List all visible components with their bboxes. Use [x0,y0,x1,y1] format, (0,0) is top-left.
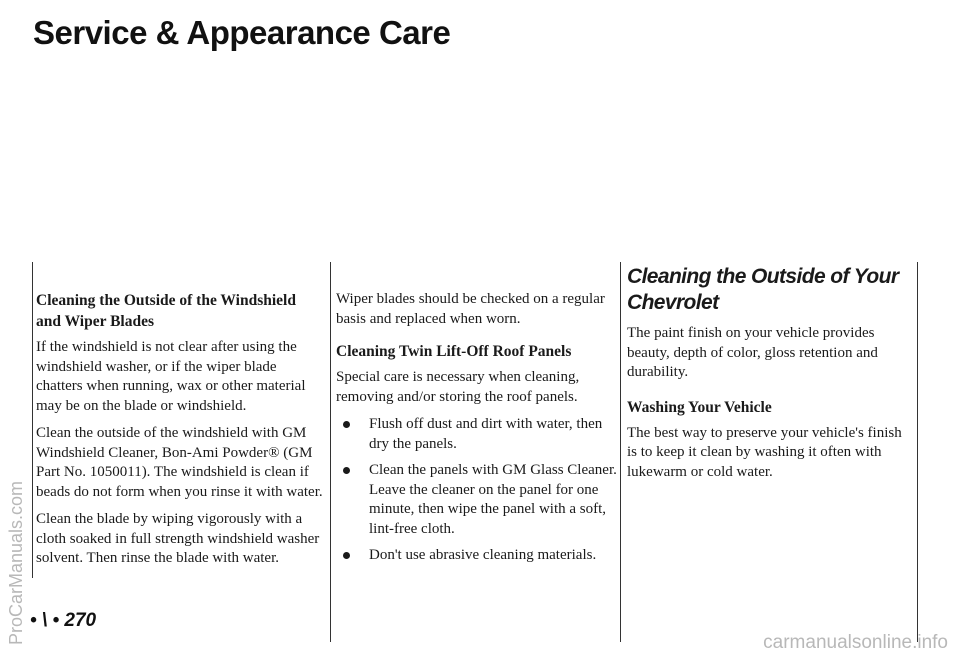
column-rule-2 [620,262,621,642]
page-number-value: 270 [64,610,97,631]
column-rule-1 [330,262,331,642]
list-item [336,415,618,454]
bullet-icon [343,552,350,559]
column-rule-3 [917,262,918,642]
list-item-text: Clean the panels with GM Glass Cleaner. Leave the cleaner on the panel for one minute, then wipe the panel with a soft, lint-free cloth. [369,462,617,537]
subheading-washing: Washing Your Vehicle [627,398,772,416]
paragraph: The paint finish on your vehicle provides beauty, depth of color, gloss retention and durability. [627,325,878,380]
paragraph: Clean the blade by wiping vigorously with a cloth soaked in full strength windshield washer solvent. Then rinse the blade with water. [36,511,320,566]
column-exterior-cleaning [627,258,911,490]
watermark-vertical-text: ProCarManuals.com [6,480,26,645]
list-item [336,461,618,539]
paragraph: The best way to preserve your vehicle's finish is to keep it clean by washing it often with lukewarm or cold water. [627,424,902,480]
section-heading-roof-panels: Cleaning Twin Lift-Off Roof Panels [336,343,572,360]
list-item-text: Flush off dust and dirt with water, then dry the panels. [369,416,603,452]
list-item [336,546,618,566]
paragraph: Clean the outside of the windshield with GM Windshield Cleaner, Bon-Ami Powder® (GM Part No. 1050011). The windshield is clean if beads do not form when you rinse it with water. [36,425,323,500]
paragraph: Special care is necessary when cleaning, removing and/or storing the roof panels. [336,369,580,405]
page-title: Service & Appearance Care [33,14,451,51]
column-roof-panels [336,258,618,573]
bullet-icon [343,421,350,428]
page-number [30,610,96,632]
bullet-icon [343,467,350,474]
column-rule-left [32,262,33,578]
section-heading-windshield: Cleaning the Outside of the Windshield and Wiper Blades [36,292,296,330]
watermark-vertical [2,215,26,645]
paragraph-wiper-intro: Wiper blades should be checked on a regular basis and replaced when worn. [336,291,605,327]
column-windshield [36,258,324,577]
paragraph: If the windshield is not clear after using the windshield washer, or if the wiper blade chatters when running, wax or other material may be on the blade or windshield. [36,339,306,414]
page-number-prefix: • \ • [30,610,60,631]
watermark-bottom: carmanualsonline.info [763,632,948,653]
bullet-list [336,415,618,566]
list-item-text: Don't use abrasive cleaning materials. [369,547,597,563]
section-heading-exterior: Cleaning the Outside of Your Chevrolet [627,265,899,314]
